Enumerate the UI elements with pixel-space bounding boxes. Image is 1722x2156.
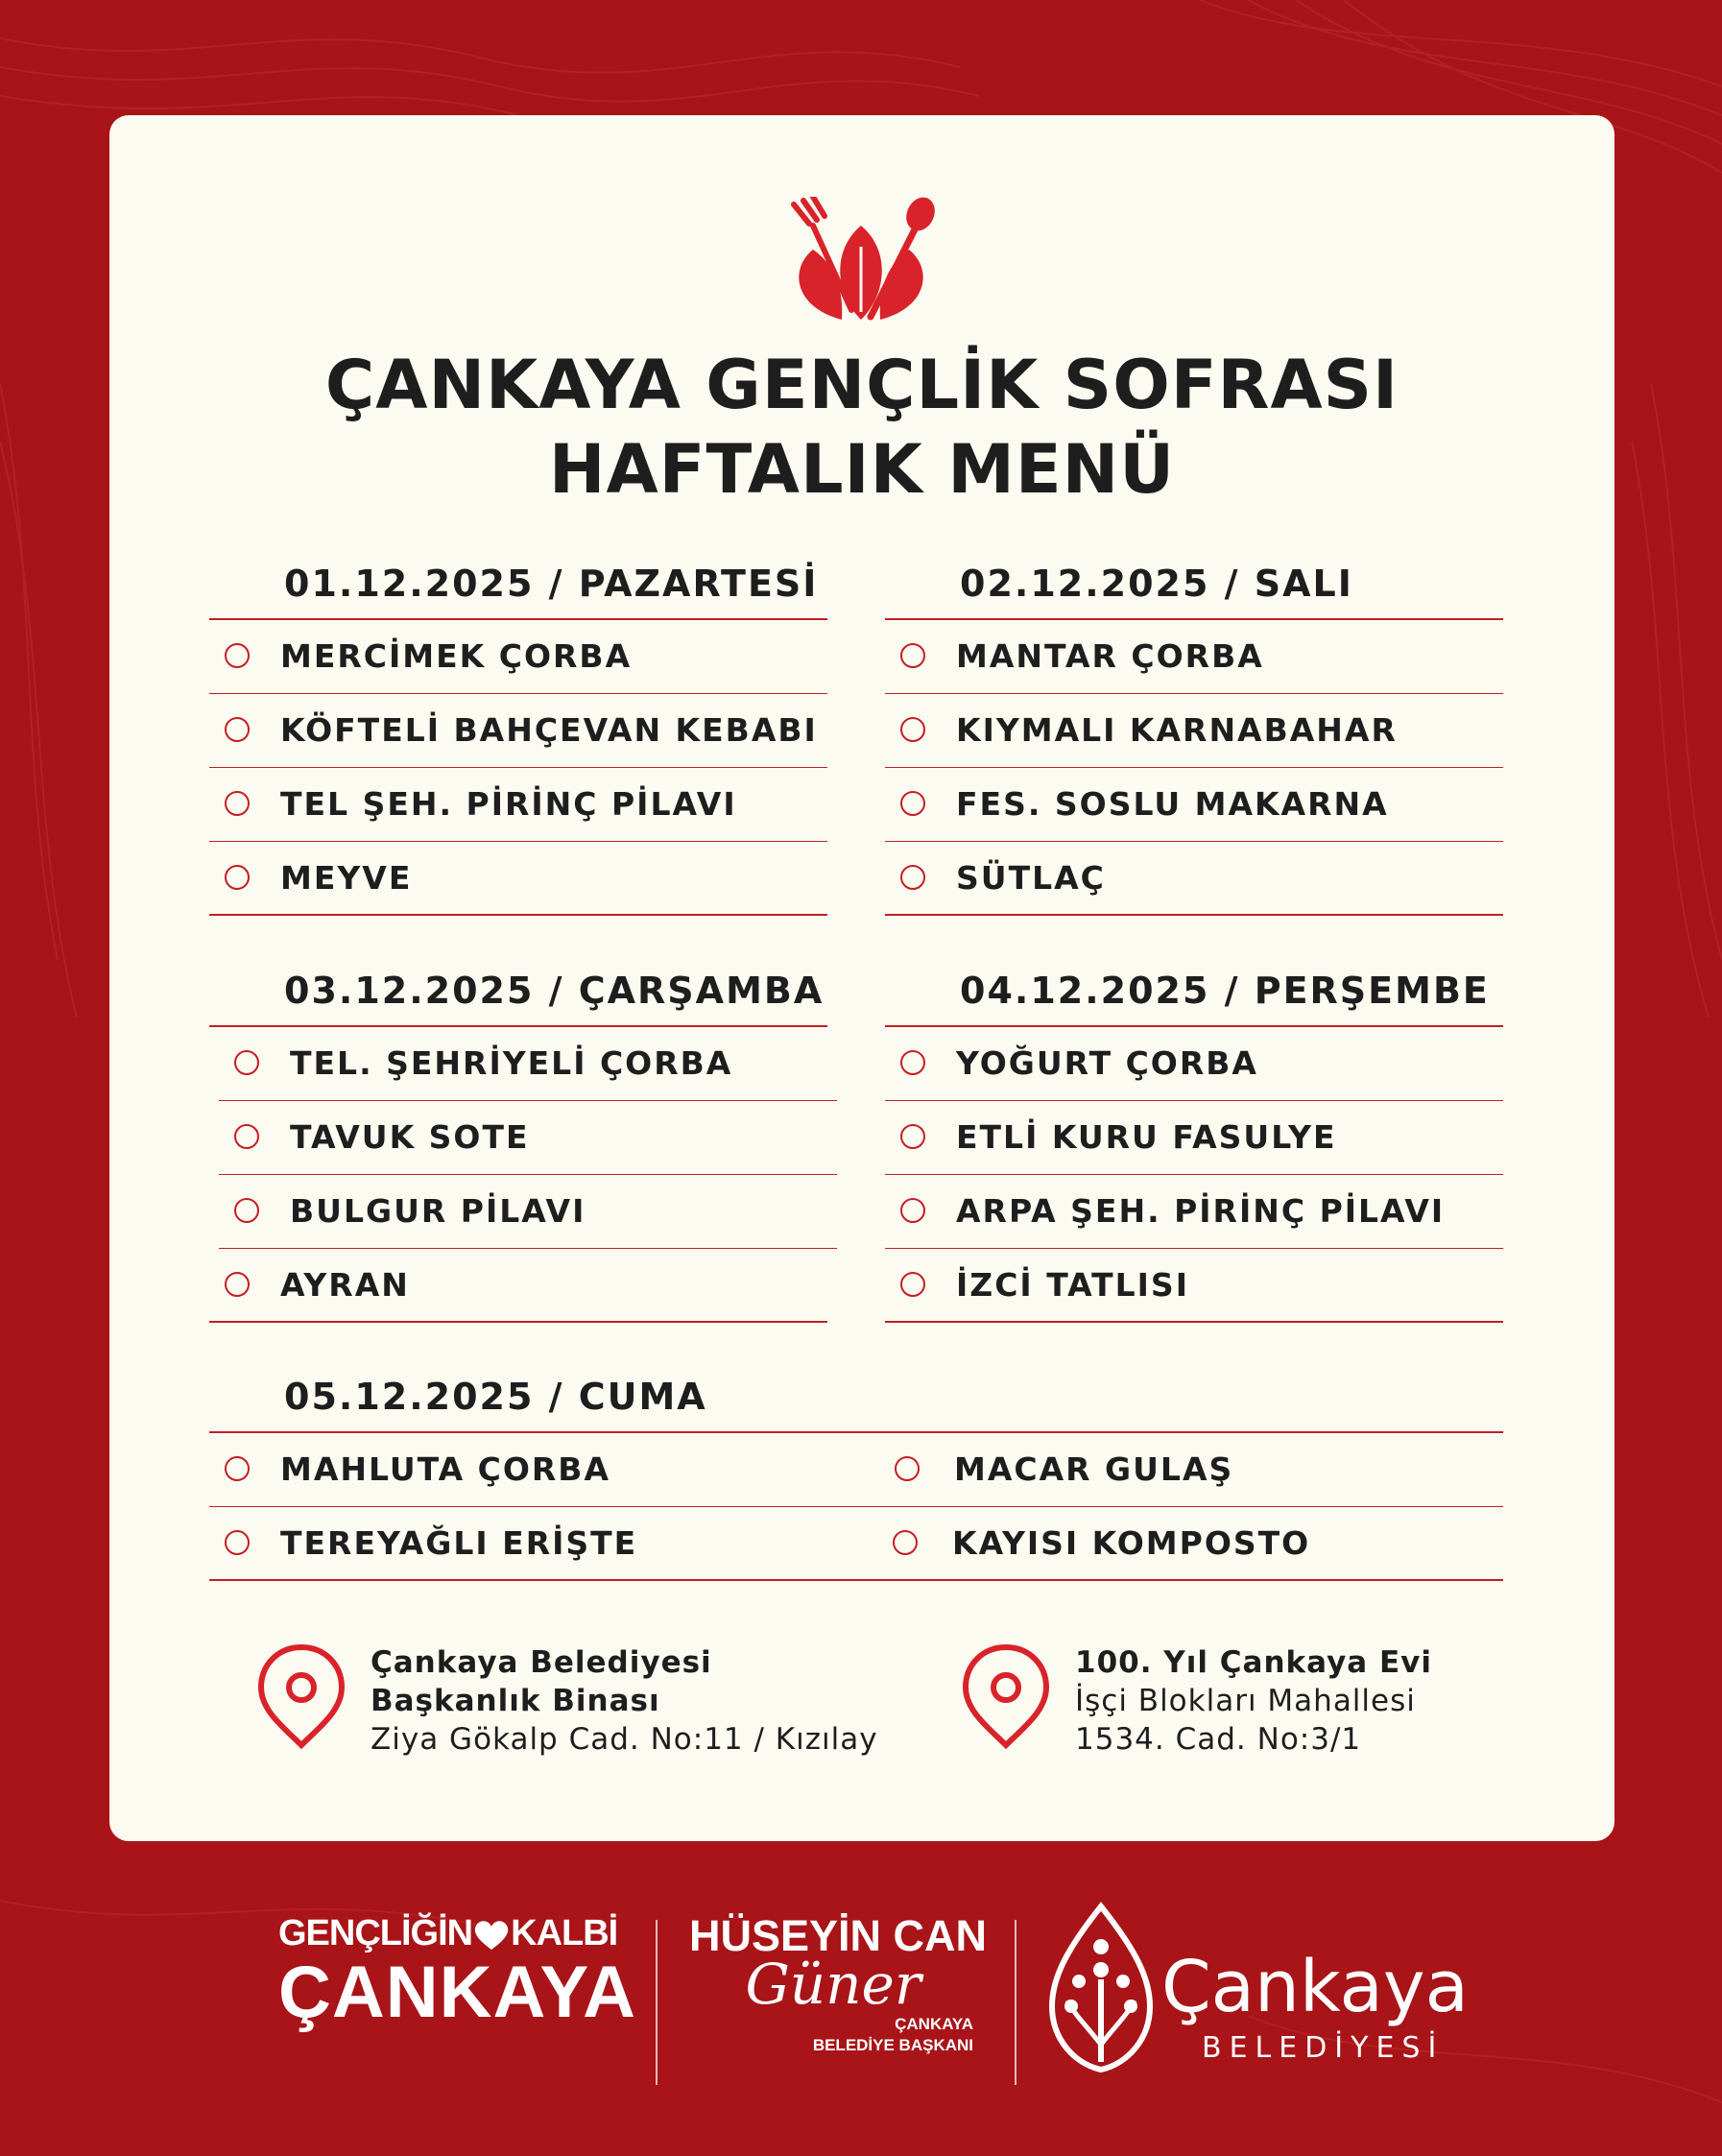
menu-item bbox=[885, 1249, 1503, 1323]
day-heading: 03.12.2025 / ÇARŞAMBA bbox=[284, 970, 825, 1012]
menu-item-label: KÖFTELİ BAHÇEVAN KEBABI bbox=[280, 711, 818, 749]
location-1 bbox=[255, 1643, 946, 1768]
menu-item bbox=[209, 1249, 827, 1323]
genclik-kalbi-logo bbox=[278, 1912, 637, 2033]
menu-item-label: MEYVE bbox=[280, 859, 413, 897]
circle-bullet-icon bbox=[900, 1198, 925, 1223]
slogan-part-a: GENÇLİĞİN bbox=[278, 1913, 473, 1953]
page-subtitle: HAFTALIK MENÜ bbox=[548, 430, 1176, 509]
menu-item-label: ETLİ KURU FASULYE bbox=[956, 1118, 1337, 1156]
row-divider bbox=[209, 1321, 827, 1324]
mayor-role-line-2: BELEDİYE BAŞKANI bbox=[812, 2036, 973, 2054]
menu-item-label: AYRAN bbox=[280, 1266, 410, 1304]
menu-item bbox=[209, 842, 827, 916]
location-address: 1534. Cad. No:3/1 bbox=[1075, 1722, 1362, 1757]
circle-bullet-icon bbox=[900, 791, 925, 816]
menu-item bbox=[219, 1175, 837, 1249]
day-section-thursday bbox=[885, 970, 1503, 1325]
circle-bullet-icon bbox=[900, 717, 925, 742]
menu-item-label: TAVUK SOTE bbox=[290, 1118, 530, 1156]
mayor-name: HÜSEYİN CAN bbox=[689, 1911, 988, 1960]
circle-bullet-icon bbox=[225, 1456, 250, 1481]
menu-item bbox=[885, 1027, 1503, 1101]
menu-item bbox=[885, 1101, 1503, 1175]
circle-bullet-icon bbox=[225, 1272, 250, 1297]
menu-item-label: MERCİMEK ÇORBA bbox=[280, 637, 633, 675]
circle-bullet-icon bbox=[234, 1198, 259, 1223]
footer-divider bbox=[656, 1920, 658, 2085]
row-divider bbox=[885, 1321, 1503, 1324]
menu-item-label: TEL. ŞEHRİYELİ ÇORBA bbox=[290, 1044, 733, 1082]
menu-item bbox=[219, 1027, 837, 1101]
circle-bullet-icon bbox=[225, 717, 250, 742]
menu-item bbox=[219, 1101, 837, 1175]
menu-item-label: İZCİ TATLISI bbox=[956, 1266, 1189, 1304]
day-heading: 02.12.2025 / SALI bbox=[960, 563, 1353, 605]
menu-item-label: KIYMALI KARNABAHAR bbox=[956, 711, 1398, 749]
row-divider bbox=[209, 1579, 1503, 1582]
mayor-role-line-1: ÇANKAYA bbox=[895, 2015, 973, 2033]
fork-spoon-leaf-icon bbox=[775, 197, 947, 326]
day-heading: 05.12.2025 / CUMA bbox=[284, 1376, 707, 1418]
heart-icon bbox=[472, 1919, 511, 1952]
menu-item-label: YOĞURT ÇORBA bbox=[956, 1044, 1258, 1082]
menu-item-label: MAHLUTA ÇORBA bbox=[280, 1450, 610, 1488]
municipality-subtitle: BELEDİYESİ bbox=[1202, 2031, 1445, 2065]
page-title: ÇANKAYA GENÇLİK SOFRASI bbox=[324, 346, 1399, 424]
menu-item-label: KAYISI KOMPOSTO bbox=[952, 1524, 1311, 1562]
day-section-monday bbox=[209, 563, 827, 918]
menu-item bbox=[885, 1175, 1503, 1249]
day-section-friday bbox=[209, 1376, 1503, 1587]
menu-item bbox=[209, 694, 827, 768]
location-2 bbox=[960, 1643, 1536, 1768]
menu-item bbox=[885, 768, 1503, 842]
menu-item bbox=[885, 842, 1503, 916]
menu-item-label: BULGUR PİLAVI bbox=[290, 1192, 586, 1230]
circle-bullet-icon bbox=[893, 1530, 918, 1555]
footer-logos bbox=[0, 1862, 1722, 2150]
circle-bullet-icon bbox=[900, 1124, 925, 1149]
circle-bullet-icon bbox=[225, 1530, 250, 1555]
footer-divider bbox=[1015, 1920, 1016, 2085]
menu-item bbox=[209, 1433, 1503, 1507]
menu-item bbox=[209, 620, 827, 694]
menu-item bbox=[885, 620, 1503, 694]
menu-item bbox=[209, 768, 827, 842]
circle-bullet-icon bbox=[234, 1124, 259, 1149]
menu-item-label: MANTAR ÇORBA bbox=[956, 637, 1264, 675]
day-heading: 04.12.2025 / PERŞEMBE bbox=[960, 970, 1490, 1012]
cankaya-emblem-icon bbox=[1048, 1901, 1154, 2073]
menu-item bbox=[209, 1507, 1503, 1581]
menu-item bbox=[885, 694, 1503, 768]
circle-bullet-icon bbox=[900, 1272, 925, 1297]
menu-item-label: TEREYAĞLI ERİŞTE bbox=[280, 1524, 638, 1562]
mayor-signature-logo bbox=[689, 1911, 988, 2056]
municipality-name: Çankaya bbox=[1161, 1946, 1469, 2028]
menu-item-label: ARPA ŞEH. PİRİNÇ PİLAVI bbox=[956, 1192, 1446, 1230]
menu-item-label: TEL ŞEH. PİRİNÇ PİLAVI bbox=[280, 785, 737, 823]
menu-item-label: SÜTLAÇ bbox=[956, 859, 1106, 897]
mayor-signature: Güner bbox=[745, 1952, 921, 2017]
day-section-wednesday bbox=[209, 970, 837, 1325]
circle-bullet-icon bbox=[900, 1050, 925, 1075]
menu-item-label: FES. SOSLU MAKARNA bbox=[956, 785, 1389, 823]
map-pin-icon bbox=[960, 1643, 1052, 1749]
location-district: İşçi Blokları Mahallesi bbox=[1075, 1684, 1416, 1718]
location-name: 100. Yıl Çankaya Evi bbox=[1075, 1645, 1433, 1680]
cankaya-belediyesi-logo bbox=[1048, 1901, 1469, 2093]
location-building: Başkanlık Binası bbox=[371, 1684, 660, 1718]
circle-bullet-icon bbox=[225, 865, 250, 890]
location-address: Ziya Gökalp Cad. No:11 / Kızılay bbox=[371, 1722, 878, 1757]
circle-bullet-icon bbox=[900, 865, 925, 890]
slogan-part-b: KALBİ bbox=[511, 1913, 618, 1953]
circle-bullet-icon bbox=[900, 643, 925, 668]
row-divider bbox=[209, 914, 827, 917]
map-pin-icon bbox=[255, 1643, 347, 1749]
day-section-tuesday bbox=[885, 563, 1503, 918]
circle-bullet-icon bbox=[895, 1456, 920, 1481]
row-divider bbox=[885, 914, 1503, 917]
location-name: Çankaya Belediyesi bbox=[371, 1645, 712, 1680]
circle-bullet-icon bbox=[225, 643, 250, 668]
circle-bullet-icon bbox=[225, 791, 250, 816]
day-heading: 01.12.2025 / PAZARTESİ bbox=[284, 563, 819, 605]
slogan-big: ÇANKAYA bbox=[278, 1952, 637, 2033]
menu-item-label: MACAR GULAŞ bbox=[954, 1450, 1234, 1488]
circle-bullet-icon bbox=[234, 1050, 259, 1075]
